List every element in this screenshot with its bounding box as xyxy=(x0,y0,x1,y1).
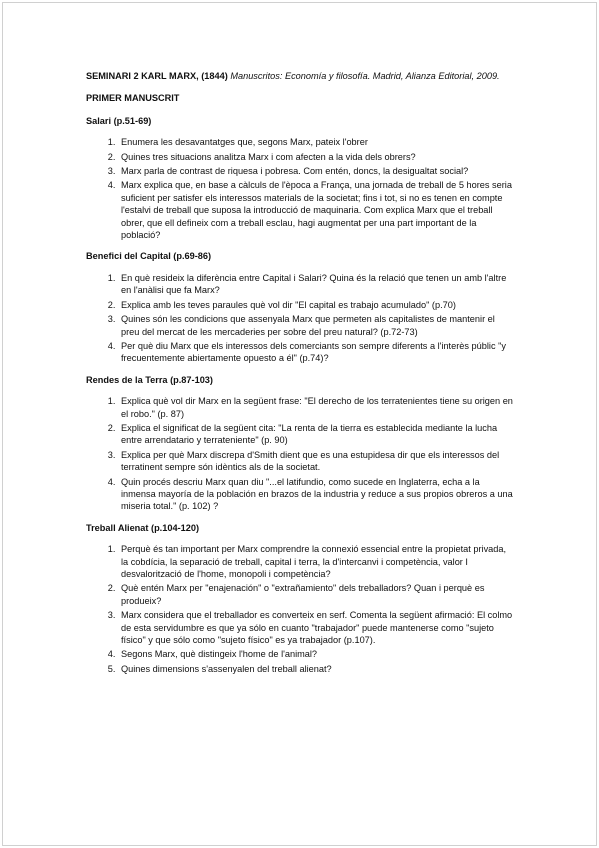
question-list-salari xyxy=(86,136,513,241)
section-title-rendes: Rendes de la Terra (p.87-103) xyxy=(86,374,213,385)
question-item: 2. Què entén Marx per "enajenación" o "extrañamiento" dels treballadors? Quan i perquè es produeix? xyxy=(118,582,513,607)
section-title-benefici: Benefici del Capital (p.69-86) xyxy=(86,251,212,262)
section-title-treball-alienat: Treball Alienat (p.104-120) xyxy=(86,522,200,533)
question-item: 3. Marx parla de contrast de riquesa i pobresa. Com entén, doncs, la desigualtat social? xyxy=(118,165,513,177)
question-item: 3. Quines són les condicions que assenyala Marx que permeten als capitalistes de mantenir el preu del mercat de les mercaderies per sobre del preu natural? (p.72-73) xyxy=(118,313,513,338)
question-item: 1. Enumera les desavantatges que, segons Marx, pateix l'obrer xyxy=(118,136,513,148)
question-item: 1. Perquè és tan important per Marx comprendre la connexió essencial entre la propietat privada, la cobdícia, la separació de treball, capital i terra, la d'intercanvi i competència, valor I desvalorització de l'home, monopoli i competència? xyxy=(118,543,513,580)
question-list-rendes xyxy=(86,395,513,513)
question-item: 2. Explica el significat de la següent cita: "La renta de la tierra es establecida mediante la lucha entre arrendatario y terrateniente" (p. 90) xyxy=(118,422,513,447)
question-list-treball-alienat xyxy=(86,543,513,675)
question-list-benefici xyxy=(86,272,513,365)
question-item: 2. Quines tres situacions analitza Marx i com afecten a la vida dels obrers? xyxy=(118,151,513,163)
document-header xyxy=(86,70,513,82)
question-item: 3. Marx considera que el treballador es converteix en serf. Comenta la següent afirmació: El colmo de esta servidumbre es que ya sólo en cuanto "trabajador" puede mantenerse como "sujeto físico" y que sólo como "sujeto físico" es ya trabajador (p.107). xyxy=(118,609,513,646)
question-item: 5. Quines dimensions s'assenyalen del treball alienat? xyxy=(118,663,513,675)
header-italic-text: Manuscritos: Economía y filosofía. Madrid, Alianza Editorial, 2009. xyxy=(230,71,500,81)
question-item: 1. Explica què vol dir Marx en la següent frase: "El derecho de los terratenientes tiene su origen en el robo." (p. 87) xyxy=(118,395,513,420)
question-item: 3. Explica per què Marx discrepa d'Smith dient que es una estupidesa dir que els interessos del terratinent sempre són idèntics als de la societat. xyxy=(118,449,513,474)
question-item: 4. Segons Marx, què distingeix l'home de l'animal? xyxy=(118,648,513,660)
question-item: 4. Per què diu Marx que els interessos dels comerciants son sempre diferents a l'interès públic "y frecuentemente abiertamente opuesto a él" (p.74)? xyxy=(118,340,513,365)
header-bold-text: SEMINARI 2 KARL MARX, (1844) xyxy=(86,71,228,81)
question-item: 2. Explica amb les teves paraules què vol dir "El capital es trabajo acumulado" (p.70) xyxy=(118,299,513,311)
manuscript-title: PRIMER MANUSCRIT xyxy=(86,93,180,104)
question-item: 4. Marx explica que, en base a càlculs de l'època a França, una jornada de treball de 5 hores seria suficient per satisfer els interessos materials de la societat; fins i tot, si no es tenen en compte l'estalvi de treball que suposa la introducció de maquinaria. Com explica Marx que el treball obrer, que ell defineix com a treball esclau, hagi augmentat per una part important de la població? xyxy=(118,179,513,241)
section-title-salari: Salari (p.51-69) xyxy=(86,115,152,126)
question-item: 1. En què resideix la diferència entre Capital i Salari? Quina és la relació que tenen un amb l'altre en l'anàlisi que fa Marx? xyxy=(118,272,513,297)
question-item: 4. Quin procés descriu Marx quan diu "...el latifundio, como sucede en Inglaterra, echa a la inmensa mayoría de la población en brazos de la industria y reduce a sus propios obreros a una miseria total." (p. 102) ? xyxy=(118,476,513,513)
